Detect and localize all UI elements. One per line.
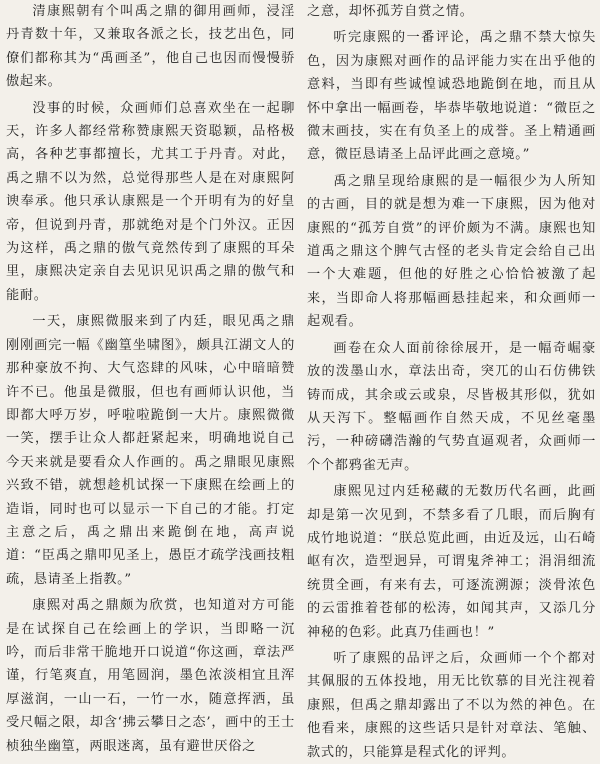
paragraph: 听了康熙的品评之后，众画师一个个都对其佩服的五体投地，用无比钦慕的目光注视着康熙，但禹之鼎却露出了不以为然的神色。在他看来，康熙的这些话只是针对章法、笔触、款式的，只能算是程式化的评判。	[306, 650, 596, 760]
left-column	[6, 0, 296, 754]
column-gutter	[295, 0, 307, 724]
paragraph: 没事的时候，众画师们总喜欢坐在一起聊天，许多人都经常称赞康熙天资聪颖，品格极高，各种艺事都擅长，尤其工于丹青。对此，禹之鼎不以为然，总觉得那些人是在对康熙阿谀奉承。他只承认康熙是一个开明有为的好皇帝，但说到丹青，那就绝对是个门外汉。正因为这样，禹之鼎的傲气竟然传到了康熙的耳朵里，康熙决定亲自去见识见识禹之鼎的傲气和能耐。	[6, 100, 296, 303]
paragraph: 康熙对禹之鼎颇为欣赏，也知道对方可能是在试探自己在绘画上的学识，当即略一沉吟，而后非常干脆地开口说道“你这画，章法严谨，行笔爽直，用笔圆润，墨色浓淡相宜且浑厚滋润，一山一石，一竹一水，随意挥洒，虽受尺幅之限，却含‘拂云攀日之态’，画中的王士桢独坐幽篁，两眼迷离，虽有避世厌俗之	[6, 598, 296, 754]
paragraph: 禹之鼎呈现给康熙的是一幅很少为人所知的古画，目的就是想为难一下康熙，因为他对康熙的“孤芳自赏”的评价颇为不满。康熙也知道禹之鼎这个脾气古怪的老头肯定会给自己出一个大难题，但他的好胜之心恰恰被激了起来，当即命人将那幅画悬挂起来，和众画师一起观看。	[306, 173, 596, 330]
right-column	[306, 0, 596, 760]
paragraph: 一天，康熙微服来到了内廷，眼见禹之鼎刚刚画完一幅《幽篁坐啸图》，颇具江湖文人的那种豪放不拘、大气恣肆的风味，心中暗暗赞许不已。他虽是微服，但也有画师认识他，当即都大呼万岁，呼啦啦跪倒一大片。康熙微微一笑，摆手让众人都赶紧起来，明确地说自己今天来就是要看众人作画的。禹之鼎眼见康熙兴致不错，就想趁机试探一下康熙在绘画上的造诣，同时也可以显示一下自己的才能。打定主意之后，禹之鼎出来跪倒在地，高声说道：“臣禹之鼎叩见圣上，愚臣才疏学浅画技粗疏，恳请圣上指教。”	[6, 314, 296, 587]
paragraph-continued: 之意，却怀孤芳自赏之情。	[306, 4, 474, 19]
paragraph: 画卷在众人面前徐徐展开，是一幅奇崛豪放的泼墨山水，章法出奇，突兀的山石仿佛铁铸而成，其余或云或泉，尽皆极其形似，犹如从天泻下。整幅画作自然天成，不见丝毫墨污，一种磅礴浩瀚的气势直逼观者，众画师一个个都鸦雀无声。	[306, 340, 596, 473]
paragraph: 听完康熙的一番评论，禹之鼎不禁大惊失色，因为康熙对画作的品评能力实在出乎他的意料，当即有些诚惶诚恐地跪倒在地，而且从怀中拿出一幅画卷，毕恭毕敬地说道：“微臣之微末画技，实在有负圣上的成誉。圣上精通画意，微臣恳请圣上品评此画之意境。”	[306, 30, 596, 163]
paragraph: 清康熙朝有个叫禹之鼎的御用画师，浸淫丹青数十年，又兼取各派之长，技艺出色，同僚们都称其为“禹画圣”，他自己也因而慢慢骄傲起来。	[6, 4, 296, 90]
paragraph: 康熙见过内廷秘藏的无数历代名画，此画却是第一次见到，不禁多看了几眼，而后胸有成竹地说道：“朕总览此画，由近及远，山石崎岖有次，造型迥异，可谓鬼斧神工；涓涓细流统贯全画，有来有去，可逐流溯源；淡骨浓色的云雷推着苍郁的松涛，如闻其声，又添几分神秘的色彩。此真乃佳画也！”	[306, 484, 596, 640]
